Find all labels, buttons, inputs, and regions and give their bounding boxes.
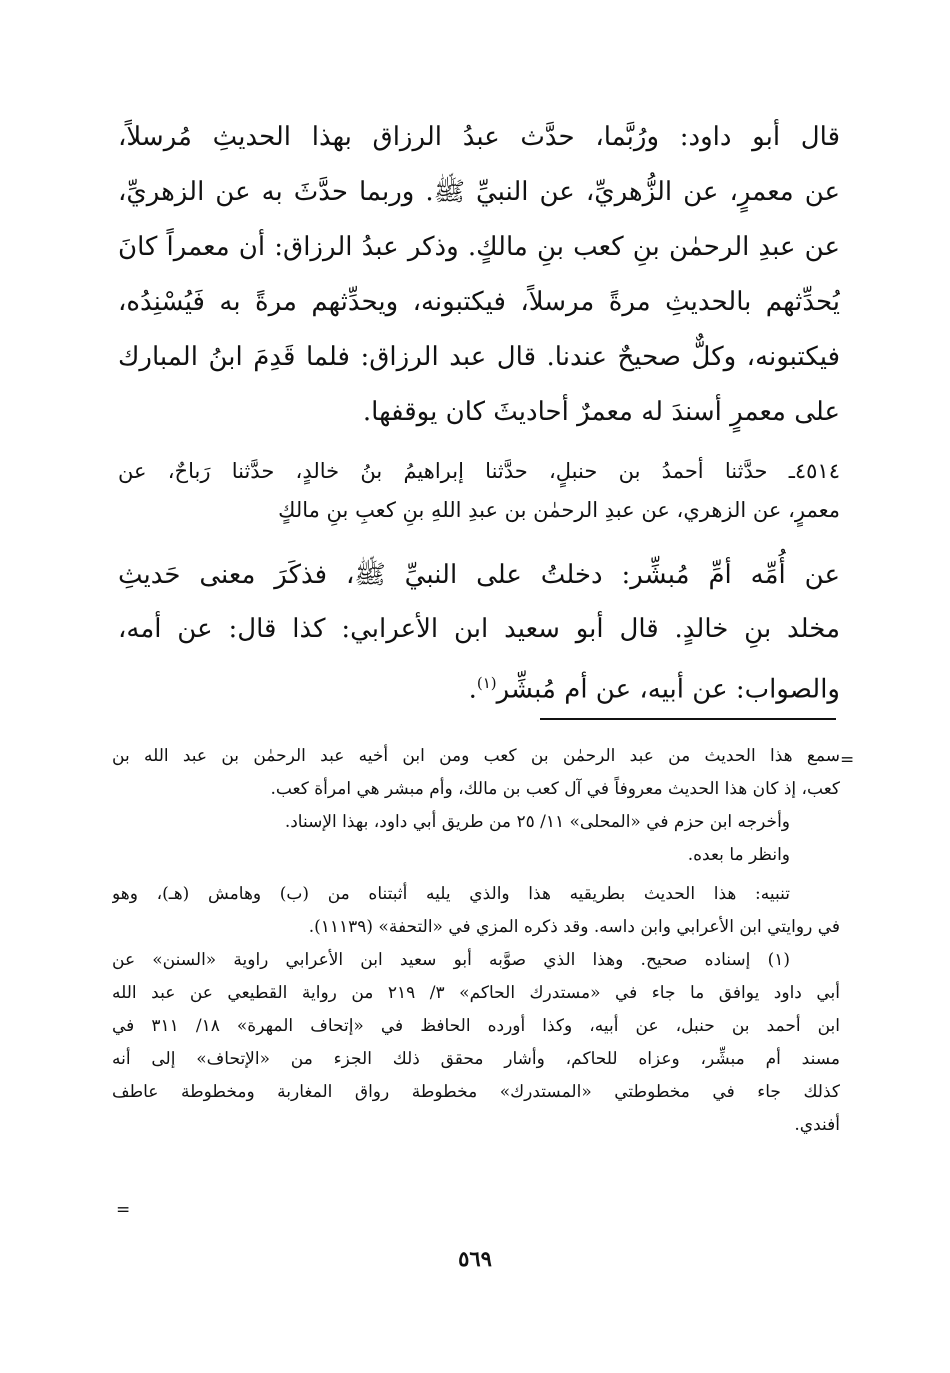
text-segment: . — [468, 674, 477, 705]
text-line: عن عبدِ الرحمٰن بنِ كعب بنِ مالكٍ. وذكر عبدُ الرزاق: أن معمراً كانَ — [118, 232, 840, 262]
page-number: ٥٦٩ — [458, 1246, 492, 1271]
footnote-line: وانظر ما بعده. — [687, 845, 790, 865]
footnote-line: تنبيه: هذا الحديث بطريقيه هذا والذي يليه أثبتناه من (ب) وهامش (هـ)، وهو — [112, 884, 790, 904]
text-line: يُحدِّثهم بالحديثِ مرةً مرسلاً، فيكتبونه، ويحدِّثهم مرةً به فَيُسْنِدُه، — [118, 287, 840, 317]
footnote-line: أفندي. — [794, 1115, 840, 1135]
hadith-isnad — [118, 452, 840, 530]
text-segment: والصواب: عن أبيه، عن أم مُبشِّر — [496, 674, 840, 705]
text-line: معمرٍ، عن الزهري، عن عبدِ الرحمٰن بن عبدِ اللهِ بنِ كعبِ بنِ مالكٍ — [278, 498, 840, 522]
continues-mark: = — [116, 1200, 131, 1220]
text-line: مخلد بنِ خالدٍ. قال أبو سعيد ابن الأعرابي: كذا قال: عن أمه، — [118, 614, 840, 644]
footnote-line: سمع هذا الحديث من عبد الرحمٰن بن كعب ومن ابن أخيه عبد الرحمٰن بن عبد الله بن — [112, 746, 840, 766]
footnote-line: (١) إسناده صحيح. وهذا الذي صوَّبه أبو سعيد ابن الأعرابي راوية «السنن» عن — [112, 950, 790, 970]
footnote-line: مسند أم مبشِّر، وعزاه للحاكم، وأشار محقق ذلك الجزء من «الإتحاف» إلى أنه — [112, 1049, 840, 1069]
text-line — [118, 656, 840, 710]
text-line: قال أبو داود: ورُبَّما، حدَّث عبدُ الرزاق بهذا الحديثِ مُرسلاً، — [118, 122, 840, 152]
text-line: عن أُمِّه أمِّ مُبشِّر: دخلتُ على النبيِّ ﷺ، فذكَرَ معنى حَديثِ — [118, 560, 840, 590]
footnote-line: كذلك جاء في مخطوطتي «المستدرك» مخطوطة رواق المغاربة ومخطوطة عاطف — [112, 1082, 840, 1102]
text-line: فيكتبونه، وكلٌّ صحيحٌ عندنا. قال عبد الرزاق: فلما قَدِمَ ابنُ المبارك — [118, 342, 840, 372]
continuation-mark: = — [840, 750, 855, 770]
footnote-reference: (١) — [476, 674, 497, 692]
text-line: ٤٥١٤ـ حدَّثنا أحمدُ بن حنبلٍ، حدَّثنا إبراهيمُ بنُ خالدٍ، حدَّثنا رَباحٌ، عن — [118, 459, 840, 483]
hadith-matn — [118, 548, 840, 710]
text-line: عن معمرٍ، عن الزُّهريِّ، عن النبيِّ ﷺ. وربما حدَّثَ به عن الزهريِّ، — [118, 177, 840, 207]
footnote-line: وأخرجه ابن حزم في «المحلى» ١١/ ٢٥ من طريق أبي داود، بهذا الإسناد. — [284, 812, 790, 832]
footnote-line: ابن أحمد بن حنبل، عن أبيه، وكذا أورده الحافظ في «إتحاف المهرة» ١٨/ ٣١١ في — [112, 1016, 840, 1036]
footnote-line: في روايتي ابن الأعرابي وابن داسه. وقد ذكره المزي في «التحفة» (١١١٣٩). — [308, 917, 840, 937]
footnote-line: أبي داود يوافق ما جاء في «مستدرك الحاكم» ٣/ ٢١٩ من رواية القطيعي عن عبد الله — [112, 983, 840, 1003]
text-line: على معمرٍ أسندَ له معمرٌ أحاديثَ كان يوقفها. — [362, 397, 840, 427]
main-paragraph — [118, 110, 840, 440]
footnotes — [112, 740, 840, 1142]
footnote-divider — [540, 718, 836, 720]
footnote-line: كعب، إذ كان هذا الحديث معروفاً في آل كعب بن مالك، وأم مبشر هي امرأة كعب. — [270, 779, 840, 799]
